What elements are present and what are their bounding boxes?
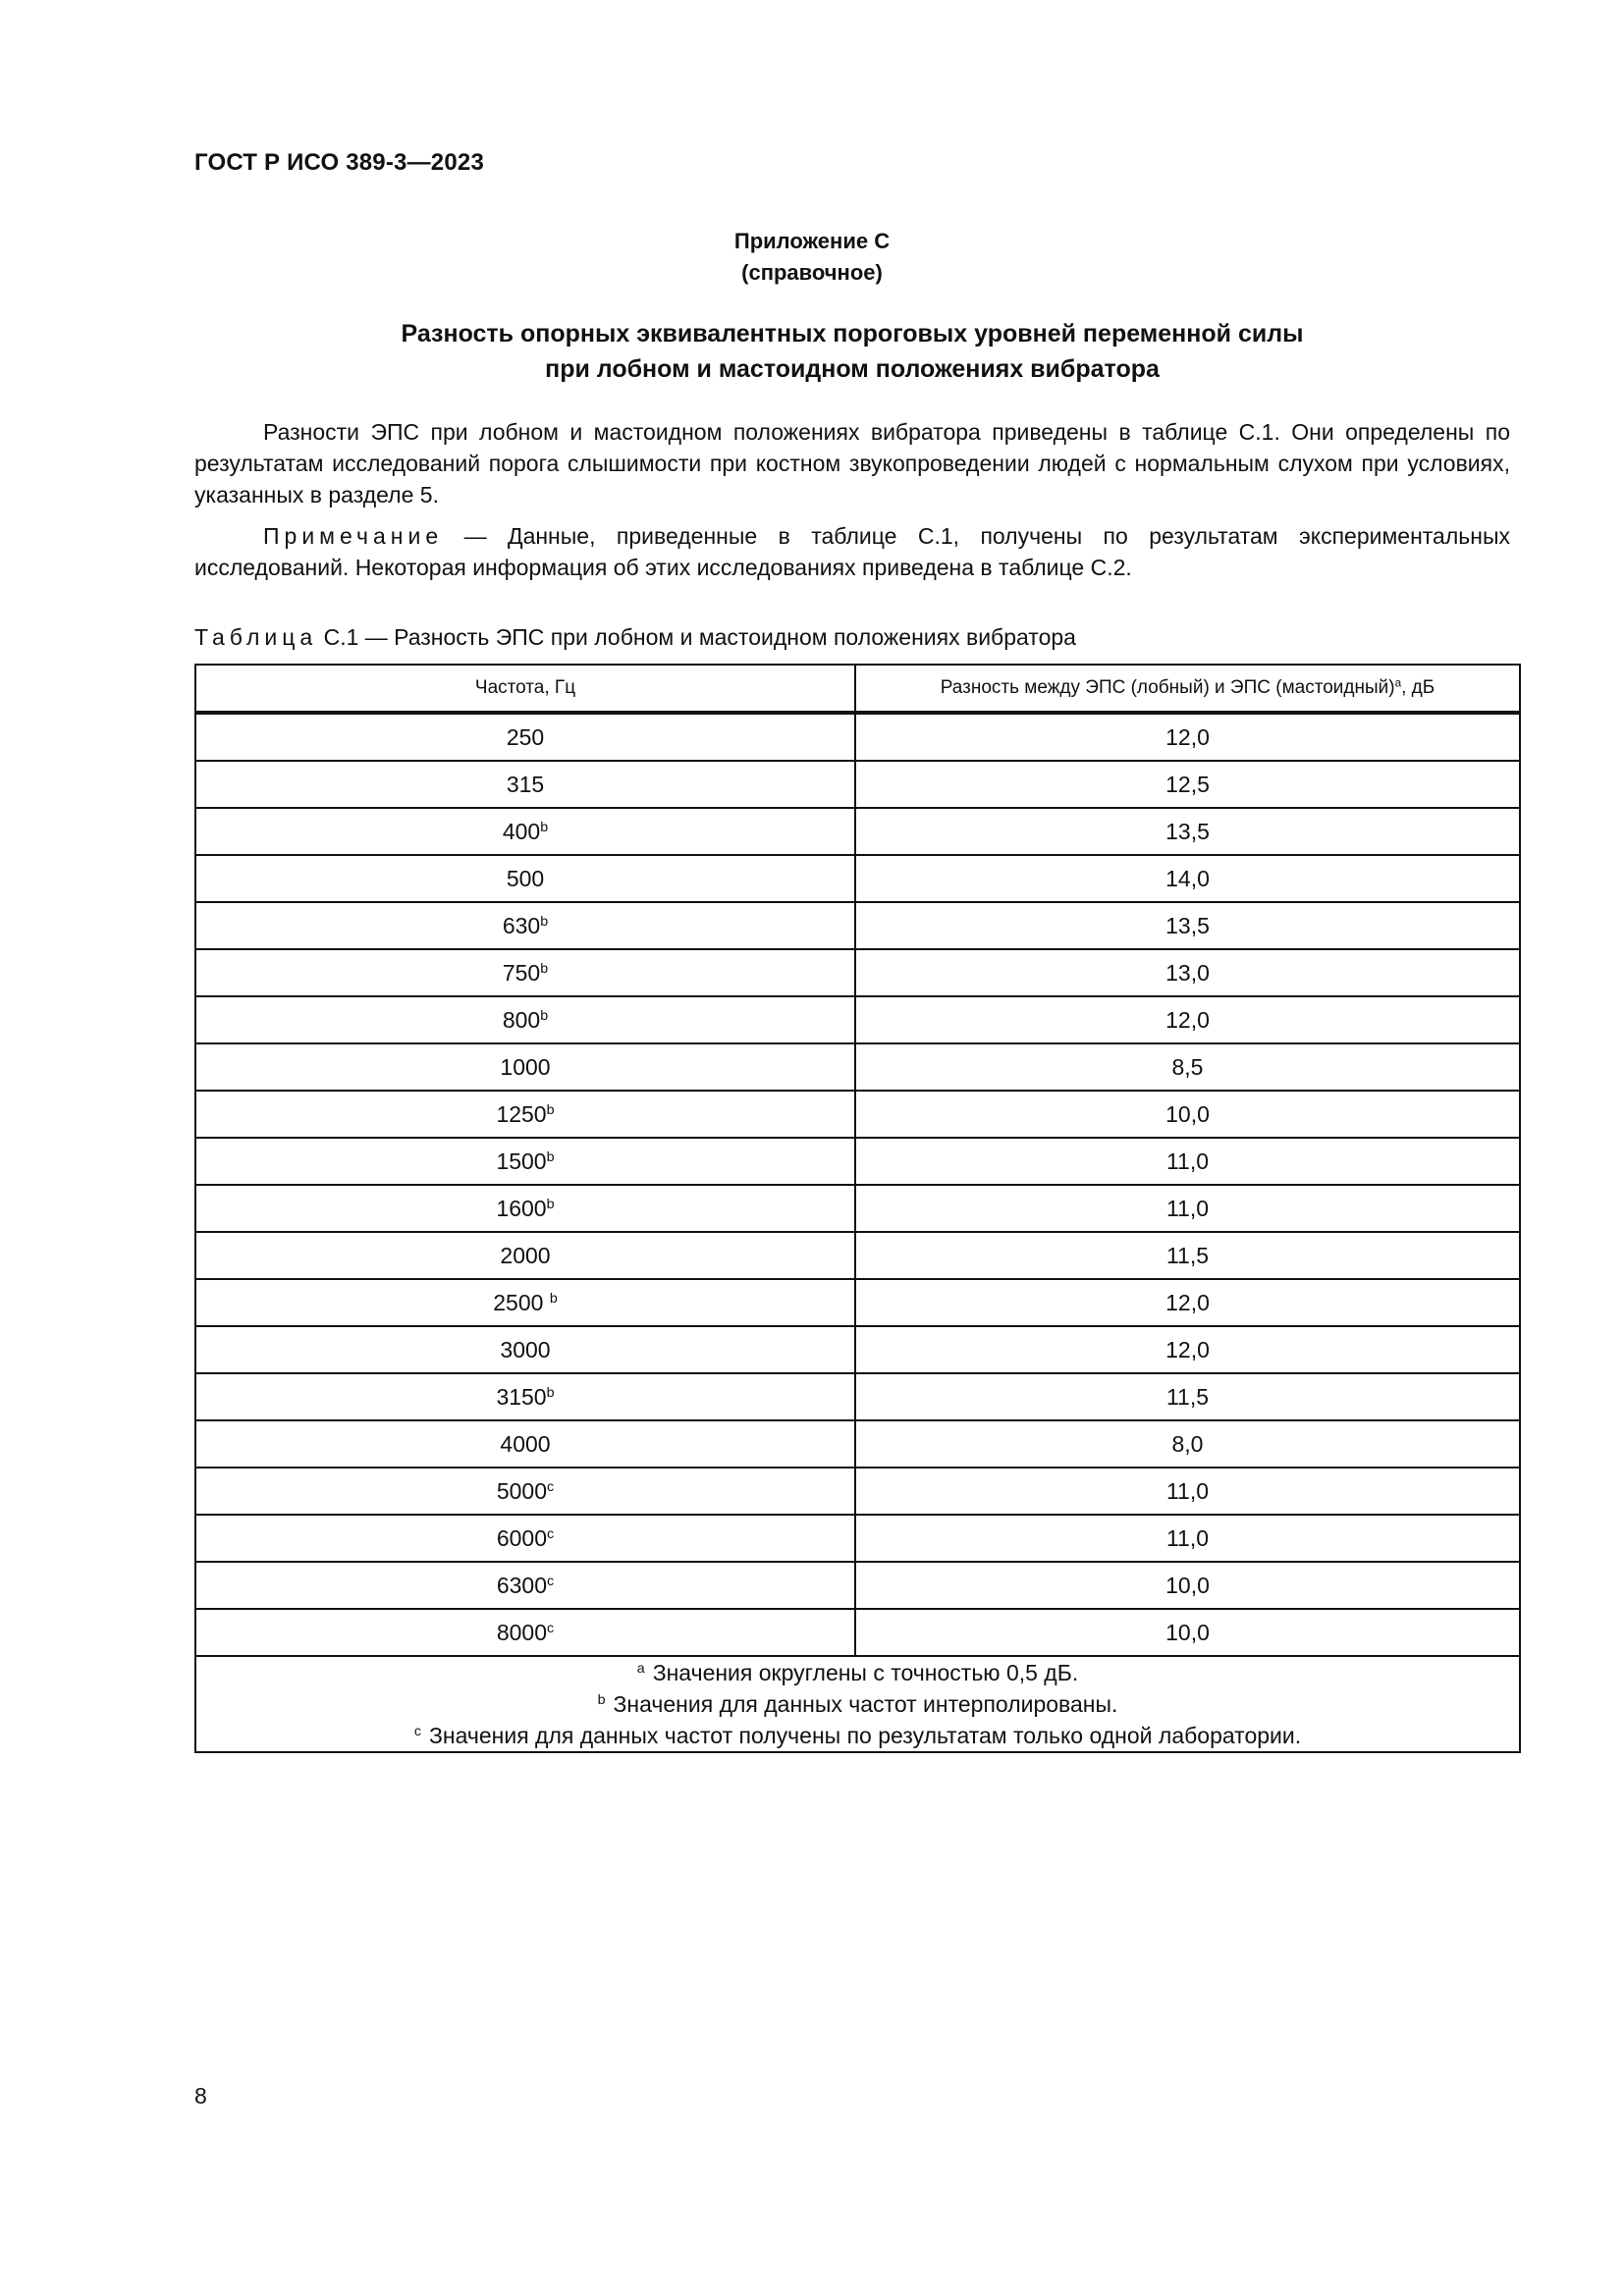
standard-header: ГОСТ Р ИСО 389-3—2023: [194, 149, 484, 176]
footnote-text: Значения для данных частот интерполированы.: [613, 1691, 1118, 1717]
frequency-value: 6000: [496, 1524, 548, 1551]
body-paragraph: Разности ЭПС при лобном и мастоидном положениях вибратора приведены в таблице С.1. Они определены по результатам исследований порога слышимости при костном звукопроведении людей с нормальным слухом при условиях, указанных в разделе 5.: [194, 419, 1510, 507]
table-row: [195, 808, 1520, 855]
frequency-cell: [195, 1562, 855, 1609]
table-row: [195, 996, 1520, 1043]
footnote-ref: b: [540, 819, 549, 835]
frequency-value: 1600: [496, 1195, 547, 1221]
table-row: [195, 902, 1520, 949]
frequency-value: 1500: [496, 1148, 547, 1174]
frequency-value: 250: [506, 723, 545, 750]
difference-cell: 8,0: [855, 1420, 1520, 1468]
frequency-cell: [195, 713, 855, 761]
footnote-mark: b: [597, 1692, 606, 1709]
difference-cell: 13,5: [855, 808, 1520, 855]
difference-cell: 12,0: [855, 1326, 1520, 1373]
footnote-ref: b: [546, 1384, 555, 1401]
footnote-mark: c: [413, 1724, 421, 1740]
frequency-value: 5000: [496, 1477, 548, 1504]
annex-heading: [0, 226, 1624, 289]
column-header-difference-unit: , дБ: [1401, 677, 1435, 698]
table-row: [195, 1515, 1520, 1562]
frequency-value: 4000: [500, 1430, 551, 1457]
table-row: [195, 1043, 1520, 1091]
difference-cell: 12,0: [855, 713, 1520, 761]
footnote-ref: a: [1394, 676, 1402, 690]
frequency-value: 6300: [496, 1572, 548, 1598]
frequency-cell: [195, 902, 855, 949]
frequency-value: 2500: [493, 1289, 550, 1315]
table-footnotes: [195, 1656, 1520, 1752]
difference-cell: 10,0: [855, 1091, 1520, 1138]
footnote-ref: b: [546, 1148, 555, 1165]
footnote-c: [196, 1720, 1519, 1751]
footnote-ref: b: [546, 1101, 555, 1118]
difference-cell: 12,5: [855, 761, 1520, 808]
frequency-cell: [195, 1326, 855, 1373]
difference-cell: 12,0: [855, 1279, 1520, 1326]
frequency-value: 3150: [496, 1383, 547, 1410]
frequency-cell: [195, 855, 855, 902]
footnote-a: [196, 1657, 1519, 1688]
frequency-cell: [195, 1091, 855, 1138]
annex-title: Приложение С: [733, 229, 891, 253]
frequency-cell: [195, 1185, 855, 1232]
footnote-text: Значения округлены с точностью 0,5 дБ.: [652, 1660, 1079, 1685]
frequency-cell: [195, 1279, 855, 1326]
table-row: [195, 1373, 1520, 1420]
table-row: [195, 1091, 1520, 1138]
table-footnotes-row: [195, 1656, 1520, 1752]
footnote-text: Значения для данных частот получены по результатам только одной лаборатории.: [428, 1723, 1302, 1748]
table-row: [195, 855, 1520, 902]
table-row: [195, 1232, 1520, 1279]
difference-cell: 11,0: [855, 1138, 1520, 1185]
annex-type: (справочное): [741, 260, 883, 285]
frequency-cell: [195, 1232, 855, 1279]
table-caption-label: Таблица: [194, 624, 318, 650]
difference-cell: 13,5: [855, 902, 1520, 949]
footnote-ref: c: [547, 1573, 555, 1589]
footnote-ref: b: [540, 960, 549, 977]
frequency-cell: [195, 1138, 855, 1185]
difference-cell: 11,0: [855, 1468, 1520, 1515]
page-number: 8: [194, 2083, 207, 2109]
column-header-frequency: Частота, Гц: [195, 665, 855, 713]
table-caption: [194, 621, 1076, 653]
frequency-value: 500: [506, 865, 545, 891]
frequency-cell: [195, 808, 855, 855]
difference-cell: 10,0: [855, 1609, 1520, 1656]
frequency-value: 800: [502, 1006, 541, 1033]
frequency-value: 2000: [500, 1242, 551, 1268]
footnote-ref: c: [547, 1525, 555, 1542]
table-row: [195, 1420, 1520, 1468]
section-heading-line-2: при лобном и мастоидном положениях вибратора: [545, 355, 1160, 383]
frequency-cell: [195, 1609, 855, 1656]
difference-cell: 11,5: [855, 1373, 1520, 1420]
difference-cell: 11,0: [855, 1185, 1520, 1232]
table-row: [195, 1185, 1520, 1232]
table-row: [195, 1609, 1520, 1656]
table-row: [195, 1326, 1520, 1373]
column-header-difference: [855, 665, 1520, 713]
table-row: [195, 1468, 1520, 1515]
footnote-ref: b: [549, 1290, 558, 1307]
difference-cell: 8,5: [855, 1043, 1520, 1091]
frequency-cell: [195, 1468, 855, 1515]
frequency-cell: [195, 761, 855, 808]
footnote-ref: b: [540, 913, 549, 930]
footnote-ref: c: [547, 1620, 555, 1636]
table-row: [195, 1562, 1520, 1609]
difference-cell: 14,0: [855, 855, 1520, 902]
difference-cell: 11,0: [855, 1515, 1520, 1562]
frequency-value: 315: [506, 771, 545, 797]
table-caption-text: С.1 — Разность ЭПС при лобном и мастоидном положениях вибратора: [317, 624, 1076, 650]
difference-cell: 13,0: [855, 949, 1520, 996]
data-table: [194, 664, 1521, 1753]
frequency-cell: [195, 1373, 855, 1420]
frequency-value: 1000: [500, 1053, 551, 1080]
frequency-value: 400: [502, 818, 541, 844]
frequency-cell: [195, 1420, 855, 1468]
frequency-value: 3000: [500, 1336, 551, 1362]
section-heading-line-1: Разность опорных эквивалентных пороговых уровней переменной силы: [401, 320, 1304, 347]
difference-cell: 12,0: [855, 996, 1520, 1043]
column-header-difference-text: Разность между ЭПС (лобный) и ЭПС (мастоидный): [940, 677, 1395, 698]
difference-cell: 11,5: [855, 1232, 1520, 1279]
note-text: — Данные, приведенные в таблице С.1, получены по результатам экспериментальных исследований. Некоторая информация об этих исследованиях приведена в таблице С.2.: [194, 523, 1510, 580]
table-row: [195, 949, 1520, 996]
table-header-row: [195, 665, 1520, 713]
table-row: [195, 713, 1520, 761]
frequency-cell: [195, 949, 855, 996]
frequency-cell: [195, 1515, 855, 1562]
section-heading: [194, 316, 1510, 387]
table-row: [195, 1138, 1520, 1185]
footnote-ref: b: [546, 1196, 555, 1212]
table-row: [195, 1279, 1520, 1326]
footnote-b: [196, 1688, 1519, 1720]
frequency-cell: [195, 996, 855, 1043]
note-paragraph: [194, 520, 1510, 583]
footnote-ref: c: [547, 1478, 555, 1495]
frequency-value: 750: [502, 959, 541, 986]
footnote-ref: b: [540, 1007, 549, 1024]
difference-cell: 10,0: [855, 1562, 1520, 1609]
frequency-value: 8000: [496, 1619, 548, 1645]
note-label: Примечание: [263, 523, 444, 549]
footnote-mark: a: [636, 1661, 645, 1678]
frequency-value: 1250: [496, 1100, 547, 1127]
frequency-cell: [195, 1043, 855, 1091]
frequency-value: 630: [502, 912, 541, 938]
table-row: [195, 761, 1520, 808]
table-body: [195, 713, 1520, 1656]
